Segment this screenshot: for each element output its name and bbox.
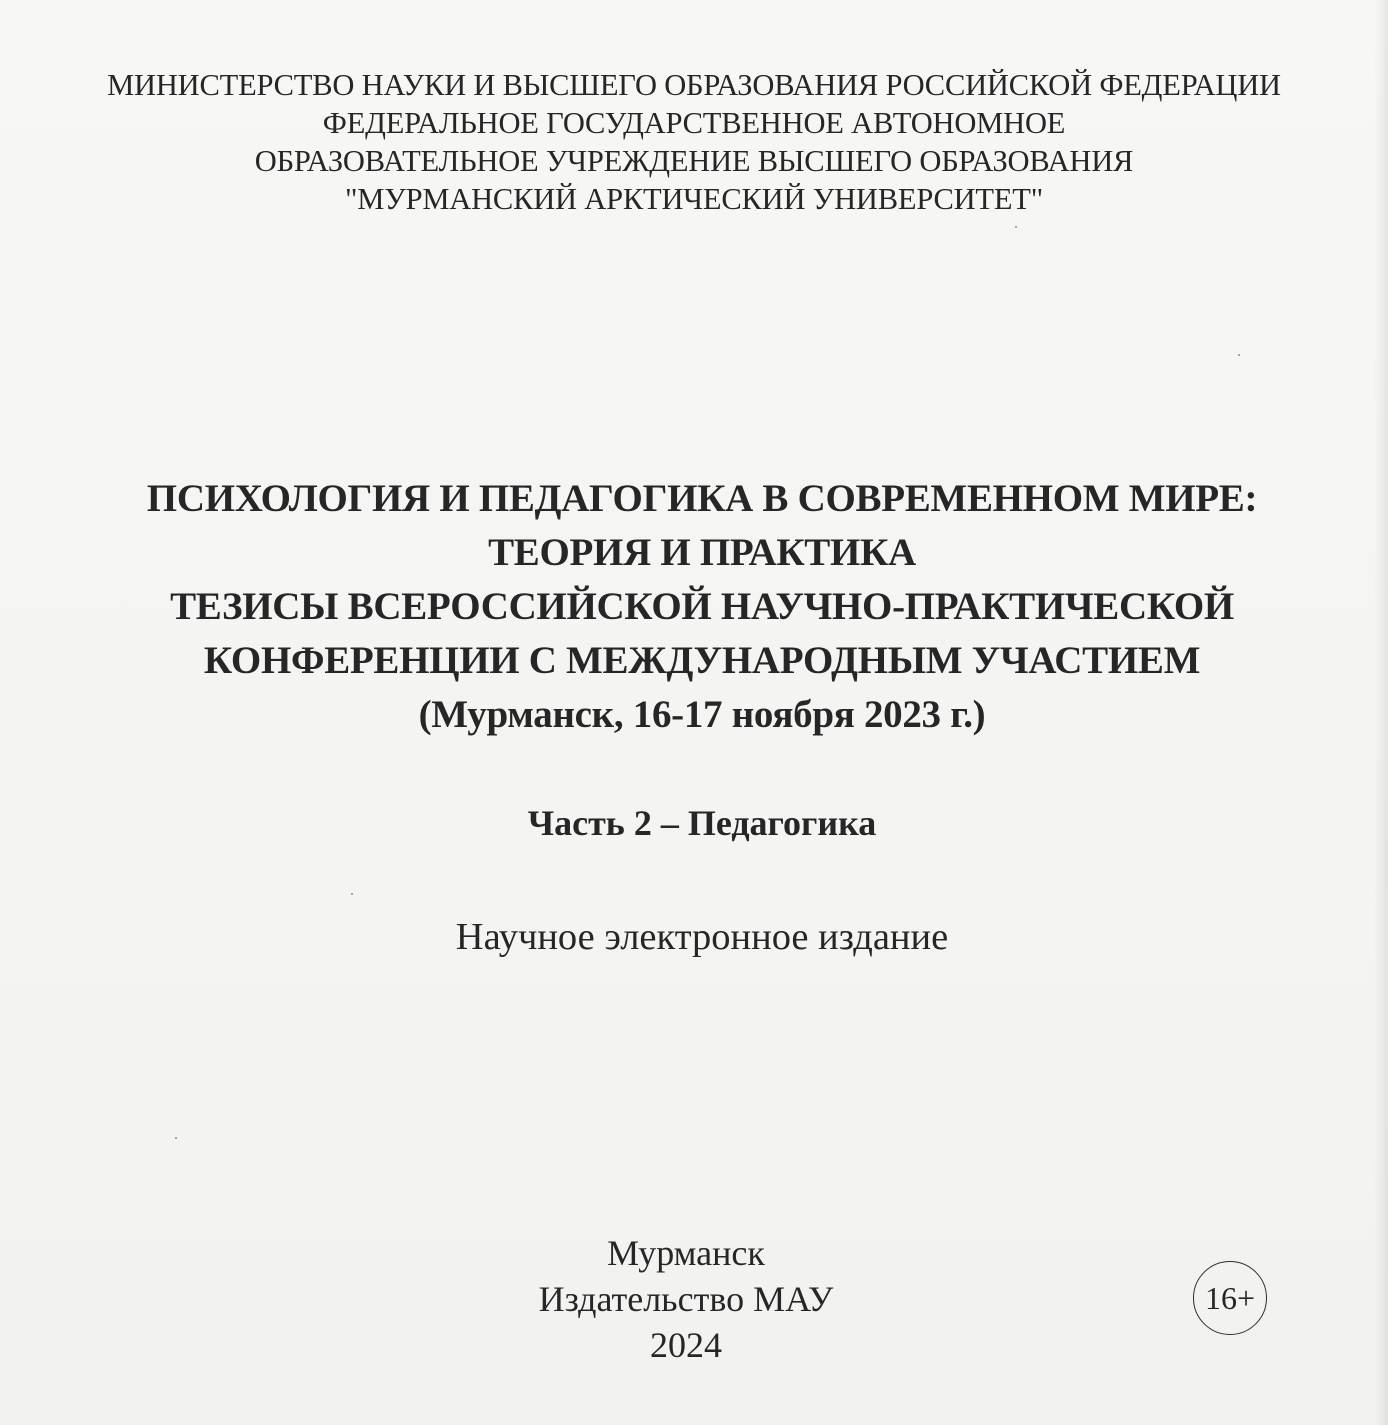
imprint-year: 2024 [650,1325,722,1365]
title-line-2: ТЕОРИЯ И ПРАКТИКА [488,531,916,574]
scan-speck [351,893,353,895]
part-title: Часть 2 – Педагогика [527,803,877,843]
ministry-header [0,66,1388,218]
title-line-4: КОНФЕРЕНЦИИ С МЕЖДУНАРОДНЫМ УЧАСТИЕМ [203,639,1201,682]
scan-speck [1015,226,1017,228]
header-line-institution-type: ФЕДЕРАЛЬНОЕ ГОСУДАРСТВЕННОЕ АВТОНОМНОЕ [322,106,1066,140]
age-rating-label: 16+ [1204,1280,1256,1316]
edition-type: Научное электронное издание [455,916,949,958]
page-edge-shadow [1374,0,1388,1425]
title-line-1: ПСИХОЛОГИЯ И ПЕДАГОГИКА В СОВРЕМЕННОМ МИРЕ: [146,477,1258,520]
scan-speck [175,1137,177,1139]
header-line-institution-kind: ОБРАЗОВАТЕЛЬНОЕ УЧРЕЖДЕНИЕ ВЫСШЕГО ОБРАЗОВАНИЯ [254,144,1134,178]
header-line-ministry: МИНИСТЕРСТВО НАУКИ И ВЫСШЕГО ОБРАЗОВАНИЯ РОССИЙСКОЙ ФЕДЕРАЦИИ [107,68,1281,102]
age-rating-badge [1193,1261,1267,1335]
publication-title [0,472,1388,742]
title-line-dates: (Мурманск, 16-17 ноября 2023 г.) [418,693,986,736]
title-line-3: ТЕЗИСЫ ВСЕРОССИЙСКОЙ НАУЧНО-ПРАКТИЧЕСКОЙ [170,585,1234,628]
imprint-city: Мурманск [607,1233,765,1273]
scan-speck [1238,354,1240,356]
imprint [0,1230,1372,1368]
imprint-publisher: Издательство МАУ [538,1279,834,1319]
header-line-university-name: "МУРМАНСКИЙ АРКТИЧЕСКИЙ УНИВЕРСИТЕТ" [345,182,1043,216]
